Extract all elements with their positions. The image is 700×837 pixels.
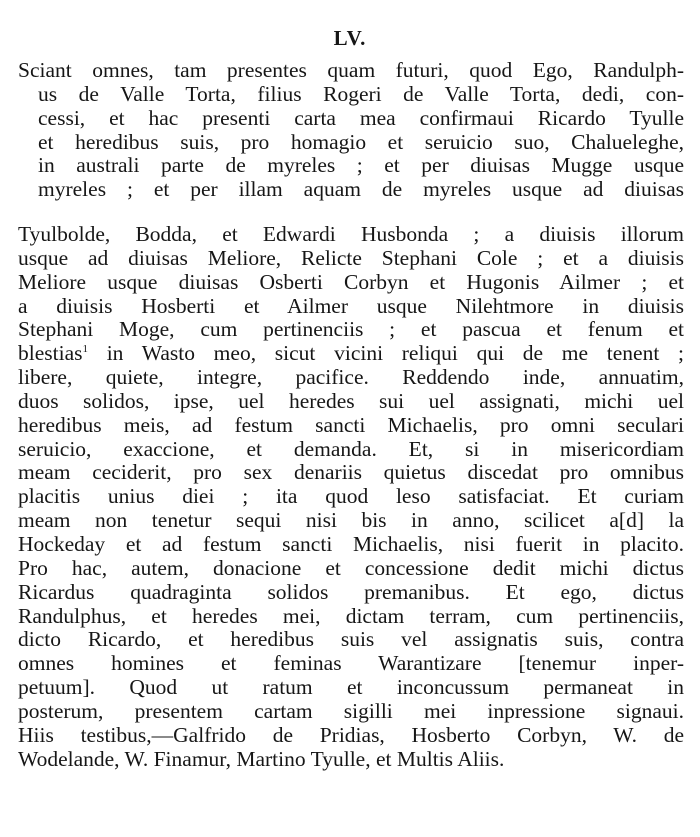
text-line: Hiis testibus,—Galfrido de Pridias, Hosberto Corbyn, W. de (18, 722, 684, 747)
text-line: Pro hac, autem, donacione et concessione dedit michi dictus (18, 555, 684, 580)
text-fragment: in Wasto meo, sicut vicini reliqui qui de me tenent ; (88, 341, 684, 366)
text-line: us de Valle Torta, filius Rogeri de Valle Torta, dedi, con- (38, 81, 684, 106)
text-line: Stephani Moge, cum pertinenciis ; et pascua et fenum et (18, 317, 684, 342)
text-line: heredibus meis, ad festum sancti Michaelis, pro omni seculari (18, 412, 684, 437)
charter-number-heading: LV. (333, 26, 367, 50)
paragraph-opening (18, 59, 684, 202)
text-line: posterum, presentem cartam sigilli mei inpressione signaui. (18, 698, 684, 723)
text-line: myreles ; et per illam aquam de myreles usque ad diuisas (38, 177, 684, 202)
text-line: meam non tenetur sequi nisi bis in anno, scilicet a[d] la (18, 508, 684, 533)
text-line: dicto Ricardo, et heredibus suis vel assignatis suis, contra (18, 627, 684, 652)
text-line-with-footnote (18, 342, 684, 366)
text-line: petuum]. Quod ut ratum et inconcussum permaneat in (18, 675, 684, 700)
text-line: Randulphus, et heredes mei, dictam terram, cum pertinenciis, (18, 603, 684, 628)
text-line: usque ad diuisas Meliore, Relicte Stephani Cole ; et a diuisis (18, 245, 684, 270)
text-fragment: blestias (18, 341, 83, 366)
text-line: Wodelande, W. Finamur, Martino Tyulle, et Multis Aliis. (18, 746, 505, 771)
text-line: seruicio, exaccione, et demanda. Et, si in misericordiam (18, 436, 684, 461)
text-line: duos solidos, ipse, uel heredes sui uel assignati, michi uel (18, 388, 684, 413)
text-line: in australi parte de myreles ; et per diuisas Mugge usque (38, 153, 684, 178)
text-line: libere, quiete, integre, pacifice. Reddendo inde, annuatim, (18, 365, 684, 390)
text-line: cessi, et hac presenti carta mea confirmaui Ricardo Tyulle (38, 105, 684, 130)
text-line: a diuisis Hosberti et Ailmer usque Nilehtmore in diuisis (18, 293, 684, 318)
text-line: Meliore usque diuisas Osberti Corbyn et Hugonis Ailmer ; et (18, 269, 684, 294)
text-line: Sciant omnes, tam presentes quam futuri, quod Ego, Randulph- (18, 58, 684, 82)
text-line: et heredibus suis, pro homagio et seruicio suo, Chalueleghe, (38, 129, 684, 154)
text-line: meam ceciderit, pro sex denariis quietus discedat pro omnibus (18, 460, 684, 485)
text-line: Tyulbolde, Bodda, et Edwardi Husbonda ; a diuisis illorum (18, 222, 684, 246)
footnote-marker: 1 (82, 343, 88, 356)
text-line: Hockeday et ad festum sancti Michaelis, nisi fuerit in placito. (18, 531, 684, 556)
paragraph-body (18, 223, 684, 771)
text-line: Ricardus quadraginta solidos premanibus. Et ego, dictus (18, 579, 684, 604)
text-line: omnes homines et feminas Warantizare [tenemur inper- (18, 651, 684, 676)
text-line: placitis unius diei ; ita quod leso satisfaciat. Et curiam (18, 484, 684, 509)
